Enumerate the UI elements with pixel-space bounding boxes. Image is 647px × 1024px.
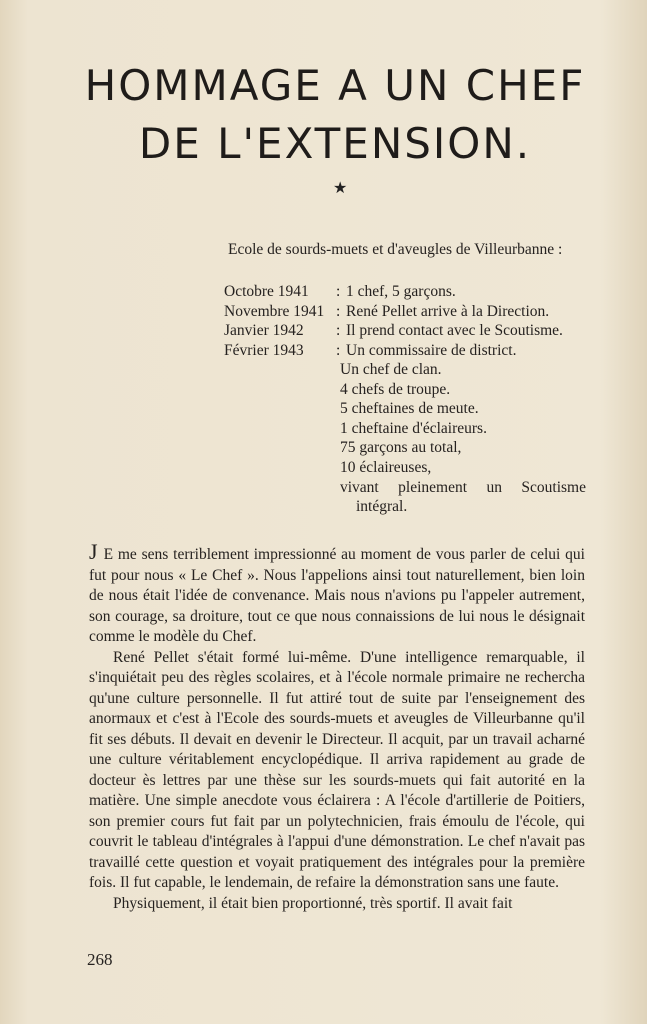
- details-list: [340, 360, 586, 517]
- intro-line: Ecole de sourds-muets et d'aveugles de Villeurbanne :: [228, 241, 563, 258]
- timeline-text: Il prend contact avec le Scoutisme.: [346, 322, 563, 340]
- timeline: [224, 282, 563, 360]
- timeline-date: Octobre 1941: [224, 283, 309, 300]
- paragraph: René Pellet s'était formé lui-même. D'une intelligence remarquable, il s'inquiétait peu des règles scolaires, et à l'école normale primaire ne rechercha qu'une culture personnelle. Il fut attiré tout de suite par l'enseignement des anormaux et c'est à l'Ecole des sourds-muets et aveugles de Villeurbanne qu'il fit ses débuts. Il devait en devenir le Directeur. Il acquit, par un travail acharné une culture véritablement encyclopédique. Il arriva rapidement au grade de docteur ès lettres par une thèse sur les sourds-muets qui fait autorité en la matière. Une simple anecdote vous éclairera : A l'école d'artillerie de Poitiers, son premier cours fut fait par un polytechnicien, frais émoulu de l'école, qui couvrit le tableau d'intégrales à l'appui d'une démonstration. Le chef n'avait pas travaillé cette question et voyait pratiquement des intégrales pour la première fois. Il fut capable, le lendemain, de refaire la démonstration sans une faute.: [89, 648, 585, 891]
- article-body: [89, 539, 585, 914]
- drop-cap: J: [89, 539, 98, 564]
- timeline-date: Novembre 1941: [224, 302, 325, 320]
- details-item: 75 garçons au total,: [340, 439, 462, 457]
- timeline-text: 1 chef, 5 garçons.: [346, 283, 456, 300]
- timeline-row: Novembre 1941 : René Pellet arrive à la Direction.: [224, 302, 550, 320]
- page-number: 268: [87, 950, 113, 969]
- timeline-text: Un commissaire de district.: [346, 341, 517, 359]
- separator-star-icon: ★: [333, 180, 348, 197]
- article-title-line-1: HOMMAGE A UN CHEF: [84, 61, 586, 110]
- timeline-row: Octobre 1941 : 1 chef, 5 garçons.: [224, 283, 456, 300]
- details-item: 1 cheftaine d'éclaireurs.: [340, 419, 487, 437]
- details-item: Un chef de clan.: [340, 361, 442, 378]
- details-item: 5 cheftaines de meute.: [340, 400, 479, 418]
- paragraph: Physiquement, il était bien proportionné, très sportif. Il avait fait: [113, 894, 513, 912]
- timeline-row: Janvier 1942 : Il prend contact avec le Scoutisme.: [224, 322, 563, 340]
- timeline-date: Janvier 1942: [224, 322, 304, 340]
- details-item-last: vivant pleinement un Scoutisme: [340, 478, 586, 496]
- details-item: 4 chefs de troupe.: [340, 380, 451, 398]
- timeline-text: René Pellet arrive à la Direction.: [346, 302, 550, 320]
- paragraph: J E me sens terriblement impressionné au moment de vous parler de celui qui fut pour nous « Le Chef ». Nous l'appelions ainsi tout naturellement, bien loin de nous était l'idée de convenance. Mais nous n'avions pu l'appeler autrement, son courage, sa droiture, tout ce que nous connaissions de lui nous le désignait comme le modèle du Chef.: [89, 539, 585, 645]
- timeline-row: Février 1943 : Un commissaire de district.: [224, 341, 517, 359]
- article-title-line-2: DE L'EXTENSION.: [138, 119, 532, 168]
- timeline-date: Février 1943: [224, 341, 304, 359]
- details-item-continuation: intégral.: [356, 498, 408, 516]
- details-item: 10 éclaireuses,: [340, 458, 432, 476]
